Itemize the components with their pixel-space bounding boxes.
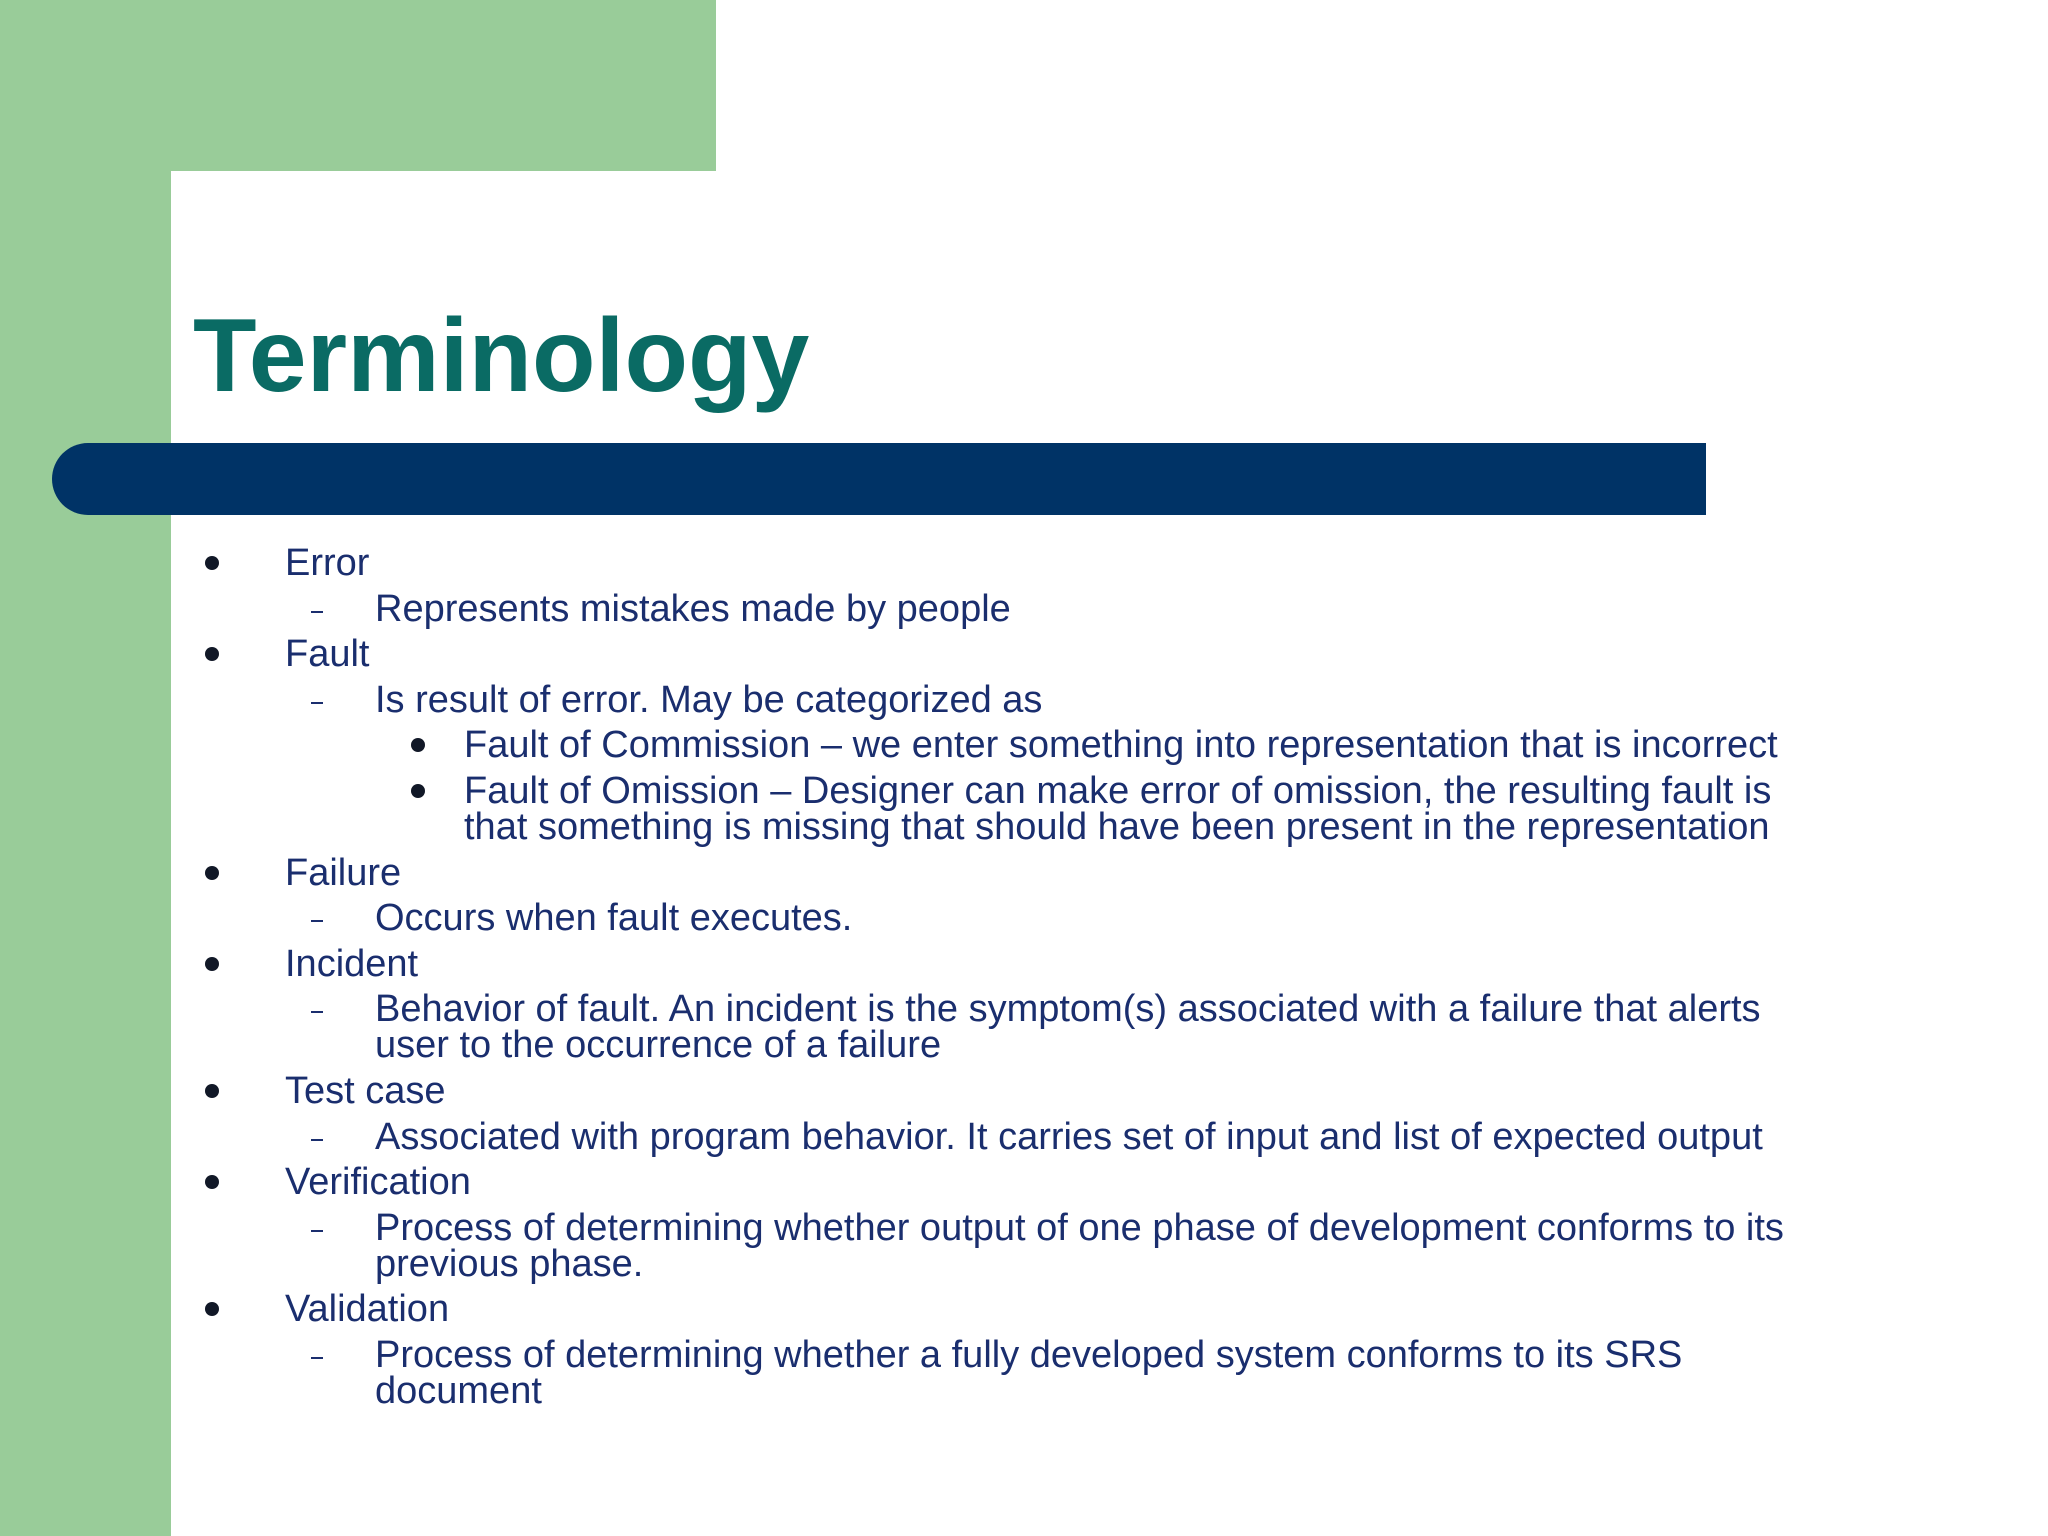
bullet-dot-icon: [205, 1175, 219, 1189]
term-description: Represents mistakes made by people: [375, 587, 1011, 630]
bullet-dot-icon: [205, 957, 219, 971]
term-description: user to the occurrence of a failure: [375, 1024, 942, 1067]
sub-bullet-dot-icon: [411, 738, 425, 752]
bullet-dot-icon: [205, 1084, 219, 1098]
term-label: Fault: [285, 633, 370, 676]
dash-bullet-icon: [311, 1139, 323, 1141]
bullet-dot-icon: [205, 866, 219, 880]
term-description: document: [375, 1370, 542, 1412]
dash-bullet-icon: [311, 1357, 323, 1359]
term-label: Validation: [285, 1288, 450, 1331]
term-description: previous phase.: [375, 1242, 644, 1285]
term-label: Test case: [285, 1070, 446, 1112]
term-description: Process of determining whether output of one phase of development conforms to its: [375, 1206, 1784, 1249]
term-description: Occurs when fault executes.: [375, 897, 853, 940]
dash-bullet-icon: [311, 611, 323, 613]
sub-description: that something is missing that should have been present in the representation: [464, 806, 1770, 848]
term-label: Incident: [285, 942, 419, 985]
bullet-dot-icon: [205, 1302, 219, 1316]
sub-description: Fault of Commission – we enter something into representation that is incorrect: [464, 724, 1778, 767]
term-description: Process of determining whether a fully developed system conforms to its SRS: [375, 1334, 1683, 1376]
term-label: Error: [285, 542, 370, 584]
sub-bullet-dot-icon: [411, 784, 425, 798]
bullet-dot-icon: [205, 556, 219, 570]
term-description: Associated with program behavior. It carries set of input and list of expected output: [375, 1115, 1763, 1158]
dash-bullet-icon: [311, 702, 323, 704]
bullet-dot-icon: [205, 647, 219, 661]
term-description: Behavior of fault. An incident is the symptom(s) associated with a failure that alerts: [375, 988, 1761, 1031]
term-label: Verification: [285, 1161, 471, 1204]
slide-title: Terminology: [193, 298, 810, 414]
term-label: Failure: [285, 851, 402, 894]
dash-bullet-icon: [311, 1011, 323, 1013]
dash-bullet-icon: [311, 920, 323, 922]
sub-description: Fault of Omission – Designer can make error of omission, the resulting fault is: [464, 770, 1772, 812]
term-description: Is result of error. May be categorized as: [375, 678, 1043, 721]
dash-bullet-icon: [311, 1230, 323, 1232]
